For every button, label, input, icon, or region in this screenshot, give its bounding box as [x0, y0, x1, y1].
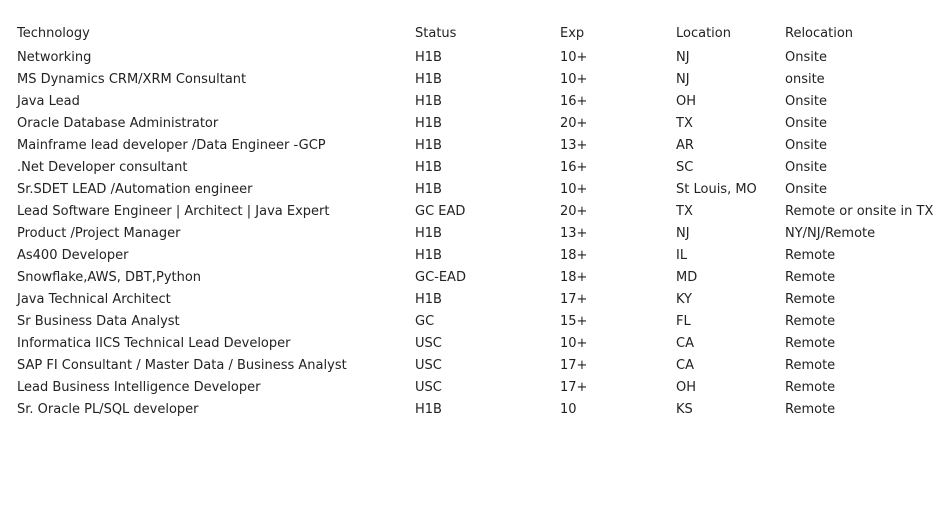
table-row	[17, 69, 942, 91]
cell-location: FL	[676, 314, 691, 329]
cell-technology: Java Lead	[17, 94, 80, 109]
cell-status: USC	[415, 380, 442, 395]
cell-technology: Mainframe lead developer /Data Engineer -GCP	[17, 138, 326, 153]
cell-technology: MS Dynamics CRM/XRM Consultant	[17, 72, 247, 87]
cell-exp: 10+	[560, 336, 588, 351]
header-relocation: Relocation	[785, 26, 854, 41]
cell-relocation: Remote	[785, 270, 836, 285]
cell-technology: Sr.SDET LEAD /Automation engineer	[17, 182, 253, 197]
cell-relocation: Onsite	[785, 94, 827, 109]
cell-exp: 10+	[560, 182, 588, 197]
cell-technology: Snowflake,AWS, DBT,Python	[17, 270, 202, 285]
header-technology: Technology	[17, 26, 90, 41]
cell-location: CA	[676, 358, 694, 373]
cell-location: NJ	[676, 226, 690, 241]
table-row	[17, 311, 942, 333]
cell-exp: 10	[560, 402, 577, 417]
table-row	[17, 179, 942, 201]
cell-exp: 13+	[560, 138, 588, 153]
cell-status: H1B	[415, 116, 442, 131]
cell-technology: Java Technical Architect	[17, 292, 171, 307]
cell-location: IL	[676, 248, 688, 263]
cell-exp: 20+	[560, 116, 588, 131]
cell-technology: Sr Business Data Analyst	[17, 314, 180, 329]
table-row	[17, 223, 942, 245]
header-location: Location	[676, 26, 731, 41]
cell-location: OH	[676, 94, 697, 109]
table-header-row	[17, 23, 942, 45]
cell-relocation: Remote or onsite in TX	[785, 204, 934, 219]
cell-location: NJ	[676, 50, 690, 65]
cell-relocation: Onsite	[785, 50, 827, 65]
cell-technology: Oracle Database Administrator	[17, 116, 219, 131]
cell-relocation: Remote	[785, 380, 836, 395]
cell-relocation: Onsite	[785, 160, 827, 175]
cell-technology: Networking	[17, 50, 92, 65]
cell-status: USC	[415, 358, 442, 373]
cell-exp: 18+	[560, 270, 588, 285]
cell-technology: Lead Software Engineer | Architect | Java Expert	[17, 204, 330, 219]
cell-location: SC	[676, 160, 694, 175]
cell-technology: Informatica IICS Technical Lead Developer	[17, 336, 291, 351]
cell-relocation: Onsite	[785, 182, 827, 197]
cell-status: H1B	[415, 160, 442, 175]
cell-exp: 20+	[560, 204, 588, 219]
cell-location: MD	[676, 270, 698, 285]
table-body	[17, 47, 942, 421]
cell-technology: Sr. Oracle PL/SQL developer	[17, 402, 199, 417]
cell-relocation: Remote	[785, 292, 836, 307]
cell-relocation: onsite	[785, 72, 825, 87]
cell-status: H1B	[415, 292, 442, 307]
cell-location: NJ	[676, 72, 690, 87]
cell-technology: SAP FI Consultant / Master Data / Business Analyst	[17, 358, 347, 373]
cell-location: St Louis, MO	[676, 182, 757, 197]
header-exp: Exp	[560, 26, 585, 41]
cell-relocation: Remote	[785, 358, 836, 373]
cell-exp: 13+	[560, 226, 588, 241]
cell-status: GC	[415, 314, 435, 329]
cell-exp: 18+	[560, 248, 588, 263]
cell-status: H1B	[415, 72, 442, 87]
table-row	[17, 245, 942, 267]
cell-location: OH	[676, 380, 697, 395]
cell-location: TX	[676, 204, 693, 219]
cell-relocation: Remote	[785, 248, 836, 263]
cell-exp: 17+	[560, 292, 588, 307]
cell-relocation: Remote	[785, 314, 836, 329]
table-row	[17, 47, 942, 69]
cell-exp: 17+	[560, 358, 588, 373]
table-row	[17, 377, 942, 399]
header-status: Status	[415, 26, 457, 41]
cell-relocation: Remote	[785, 402, 836, 417]
cell-technology: Product /Project Manager	[17, 226, 181, 241]
cell-location: AR	[676, 138, 694, 153]
table-row	[17, 267, 942, 289]
table-row	[17, 333, 942, 355]
cell-relocation: NY/NJ/Remote	[785, 226, 876, 241]
table-row	[17, 289, 942, 311]
cell-status: H1B	[415, 50, 442, 65]
table-row	[17, 135, 942, 157]
candidate-table	[17, 23, 942, 421]
cell-technology: Lead Business Intelligence Developer	[17, 380, 261, 395]
cell-status: USC	[415, 336, 442, 351]
cell-status: GC-EAD	[415, 270, 466, 285]
cell-location: KS	[676, 402, 693, 417]
cell-technology: .Net Developer consultant	[17, 160, 188, 175]
cell-status: GC EAD	[415, 204, 466, 219]
cell-exp: 16+	[560, 160, 588, 175]
table-row	[17, 113, 942, 135]
table-row	[17, 91, 942, 113]
cell-status: H1B	[415, 248, 442, 263]
cell-exp: 15+	[560, 314, 588, 329]
cell-status: H1B	[415, 226, 442, 241]
table-row	[17, 399, 942, 421]
cell-location: CA	[676, 336, 694, 351]
cell-exp: 16+	[560, 94, 588, 109]
cell-technology: As400 Developer	[17, 248, 129, 263]
table-row	[17, 201, 942, 223]
table-row	[17, 355, 942, 377]
cell-location: TX	[676, 116, 693, 131]
cell-status: H1B	[415, 138, 442, 153]
cell-exp: 10+	[560, 50, 588, 65]
cell-relocation: Onsite	[785, 138, 827, 153]
cell-status: H1B	[415, 182, 442, 197]
cell-relocation: Remote	[785, 336, 836, 351]
cell-status: H1B	[415, 94, 442, 109]
cell-location: KY	[676, 292, 693, 307]
cell-exp: 17+	[560, 380, 588, 395]
cell-exp: 10+	[560, 72, 588, 87]
cell-relocation: Onsite	[785, 116, 827, 131]
table-row	[17, 157, 942, 179]
cell-status: H1B	[415, 402, 442, 417]
